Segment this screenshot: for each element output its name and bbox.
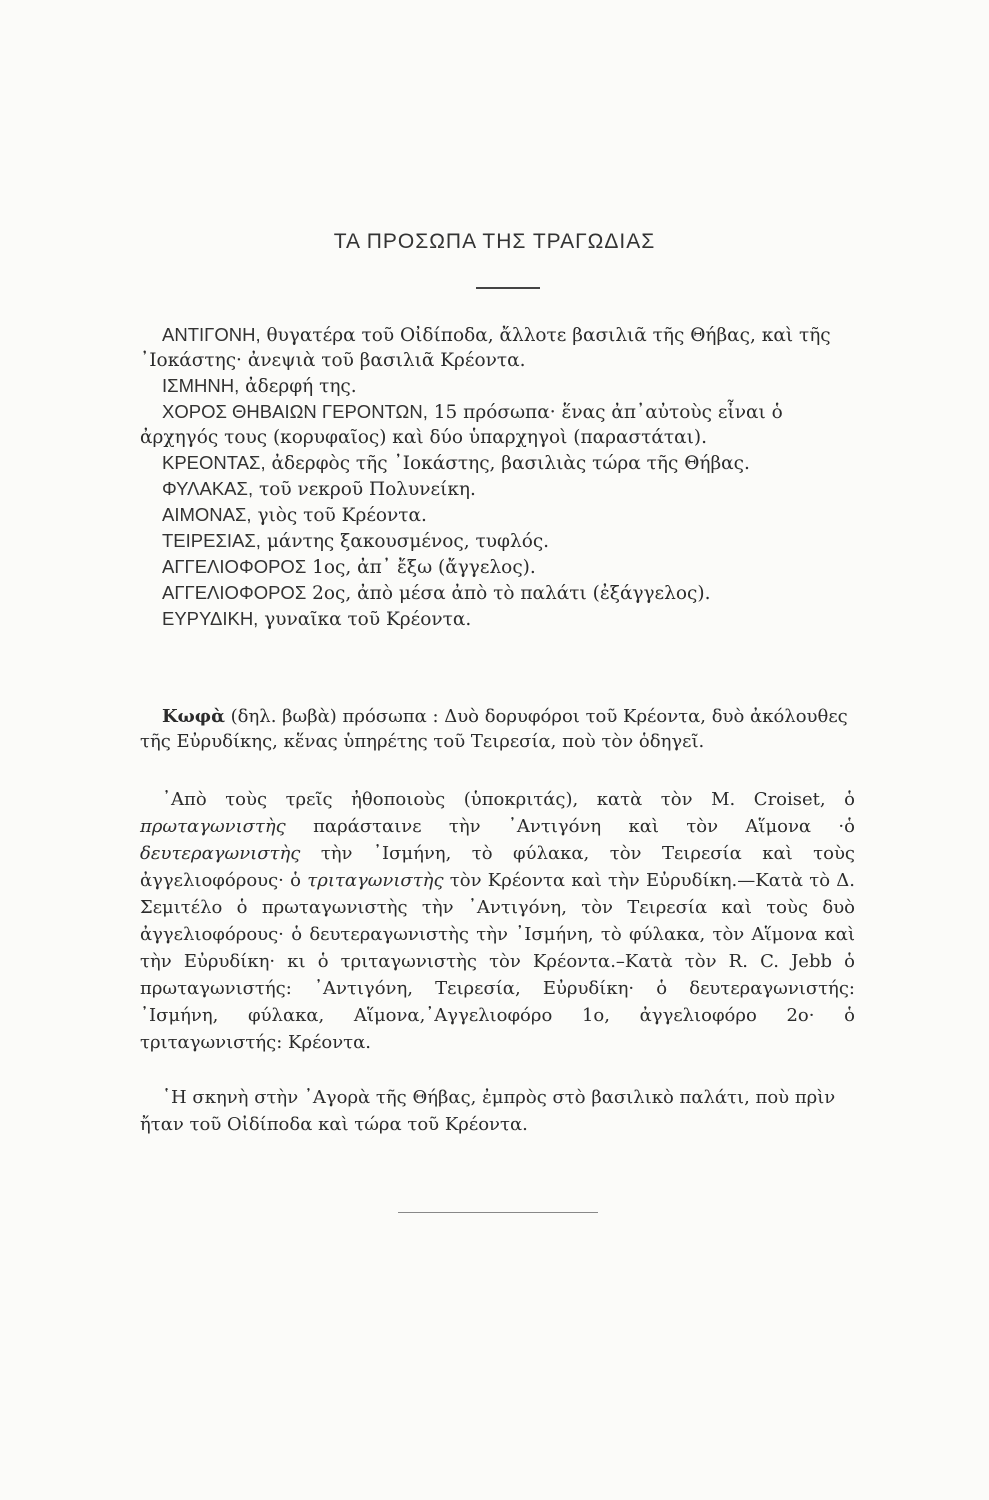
person-description: θυγατέρα τοῦ Οἰδίποδα, ἄλλοτε βασιλιᾶ τῆς Θήβας, καὶ τῆς ᾿Ιοκάστης· ἀνεψιὰ τοῦ βασιλιᾶ Κρέοντα.: [140, 325, 831, 371]
silent-characters-note: [140, 704, 855, 754]
person-name: ΕΥΡΥΔΙΚΗ,: [162, 608, 259, 629]
person-name: ΧΟΡΟΣ ΘΗΒΑΙΩΝ ΓΕΡΟΝΤΩΝ,: [162, 401, 428, 422]
person-name: ΙΣΜΗΝΗ,: [162, 375, 240, 396]
actors-text-2: παράσταινε τὴν ᾿Αντιγόνη καὶ τὸν Αἵμονα ·ὁ: [285, 816, 855, 837]
person-name: ΦΥΛΑΚΑΣ,: [162, 478, 254, 499]
title-divider: [476, 287, 540, 289]
term-deuteragonist: δευτεραγωνιστὴς: [140, 843, 301, 864]
silent-text: (δηλ. βωβὰ) πρόσωπα : Δυὸ δορυφόροι τοῦ Κρέοντα, δυὸ ἀκόλουθες τῆς Εὐρυδίκης, κἕνας ὑπηρέτης τοῦ Τειρεσία, ποὺ τὸν ὁδηγεῖ.: [140, 706, 848, 752]
person-description: ἀδερφὸς τῆς ᾿Ιοκάστης, βασιλιὰς τώρα τῆς Θήβας.: [265, 453, 750, 474]
person-name: ΤΕΙΡΕΣΙΑΣ,: [162, 530, 261, 551]
dramatis-personae-list: [140, 322, 855, 632]
person-entry: [140, 322, 855, 373]
person-description: 15 πρόσωπα· ἕνας ἀπ᾿αὐτοὺς εἶναι ὁ ἀρχηγός τους (κορυφαῖος) καὶ δύο ὑπαρχηγοὶ (παραστάται).: [140, 402, 783, 448]
person-name: ΑΝΤΙΓΟΝΗ,: [162, 324, 261, 345]
person-name: ΑΓΓΕΛΙΟΦΟΡΟΣ: [162, 556, 307, 577]
actors-distribution-paragraph: [140, 786, 855, 1056]
person-description: τοῦ νεκροῦ Πολυνείκη.: [253, 479, 476, 500]
person-description: 1ος, ἀπ᾿ ἔξω (ἄγγελος).: [306, 557, 536, 578]
person-entry: [140, 502, 855, 528]
person-name: ΑΓΓΕΛΙΟΦΟΡΟΣ: [162, 582, 307, 603]
actors-text-3: τὴν ᾿Ισμήνη, τὸ φύλακα, τὸν Τειρεσία καὶ τοὺς ἀγγελιοφόρους· ὁ: [140, 843, 855, 891]
person-description: ἀδερφή της.: [239, 376, 357, 397]
bottom-divider: [398, 1212, 598, 1213]
person-name: ΑΙΜΟΝΑΣ,: [162, 504, 252, 525]
person-entry: [140, 450, 855, 476]
person-entry: [140, 606, 855, 632]
term-tritagonist: τριταγωνιστὴς: [307, 870, 444, 891]
person-entry: [140, 476, 855, 502]
person-description: 2ος, ἀπὸ μέσα ἀπὸ τὸ παλάτι (ἐξάγγελος).: [306, 583, 711, 604]
person-description: μάντης ξακουσμένος, τυφλός.: [260, 531, 550, 552]
actors-text-4: τὸν Κρέοντα καὶ τὴν Εὐρυδίκη.—Κατὰ τὸ Δ. Σεμιτέλο ὁ πρωταγωνιστὴς τὴν ᾿Αντιγόνη, τὸν Τειρεσία καὶ τοὺς δυὸ ἀγγελιοφόρους· ὁ δευτεραγωνιστὴς τὴν ᾿Ισμήνη, τὸ φύλακα, τὸν Αἵμονα καὶ τὴν Εὐρυδίκη· κι ὁ τριταγωνιστὴς τὸν Κρέοντα.–Κατὰ τὸν R. C. Jebb ὁ πρωταγωνιστής: ᾿Αντιγόνη, Τειρεσία, Εὐρυδίκη· ὁ δευτεραγωνιστής: ᾿Ισμήνη, φύλακα, Αἵμονα,᾿Αγγελιοφόρο 1ο, ἀγγελιοφόρο 2ο· ὁ τριταγωνιστής: Κρέοντα.: [140, 870, 856, 1053]
page-title: ΤΑ ΠΡΟΣΩΠΑ ΤΗΣ ΤΡΑΓΩΔΙΑΣ: [333, 230, 656, 253]
term-protagonist: πρωταγωνιστὴς: [140, 816, 286, 837]
actors-text-1: ᾿Απὸ τοὺς τρεῖς ἠθοποιοὺς (ὑποκριτάς), κατὰ τὸν Μ. Croiset, ὁ: [162, 789, 855, 810]
person-description: γιὸς τοῦ Κρέοντα.: [251, 505, 427, 526]
person-name: ΚΡΕΟΝΤΑΣ,: [162, 452, 266, 473]
person-entry: [140, 554, 855, 580]
person-description: γυναῖκα τοῦ Κρέοντα.: [258, 609, 472, 630]
scene-setting-note: ῾Η σκηνὴ στὴν ᾿Αγορὰ τῆς Θήβας, ἐμπρὸς στὸ βασιλικὸ παλάτι, ποὺ πρὶν ἤταν τοῦ Οἰδίποδα καὶ τώρα τοῦ Κρέοντα.: [140, 1087, 836, 1135]
person-entry: [140, 580, 855, 606]
person-entry: [140, 373, 855, 399]
person-entry: [140, 528, 855, 554]
silent-label: Κωφὰ: [162, 706, 225, 727]
person-entry: [140, 399, 855, 450]
